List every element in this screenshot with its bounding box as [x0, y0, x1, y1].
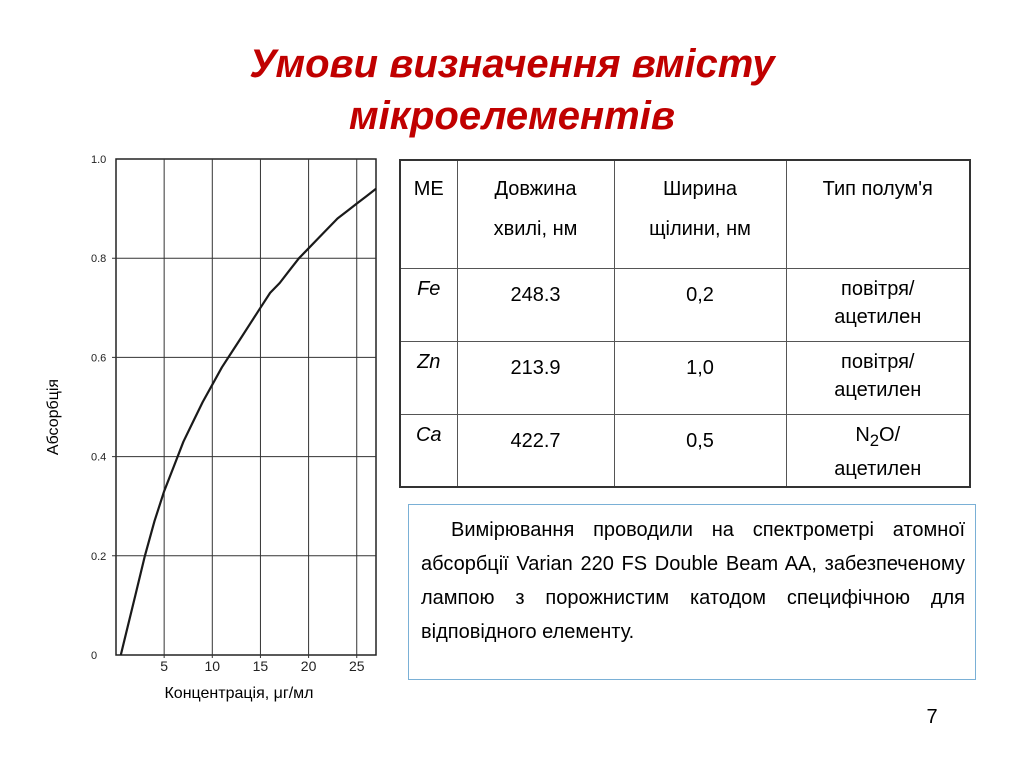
cell-flame: $N_2O/$ ацетилен	[786, 414, 970, 487]
header-flame-type: Тип полум'я	[786, 160, 970, 268]
table-row	[400, 341, 970, 414]
title-line-2: мікроелементів	[348, 94, 675, 138]
cell-slit: 0,5	[614, 414, 786, 487]
table-row	[400, 414, 970, 487]
x-axis-label: Концентрація, μг/мл	[164, 685, 314, 702]
cell-flame: повітря/ ацетилен	[786, 341, 970, 414]
instrument-note: Вимірювання проводили на спектрометрі атомної абсорбції Varian 220 FS Double Beam AA, забезпеченому лампою з порожнистим катодом специфічною для відповідного елементу.	[408, 504, 976, 680]
page-number: 7	[926, 706, 938, 728]
y-tick-label: 0.6	[91, 352, 107, 365]
y-tick-label: 0.8	[91, 253, 107, 266]
x-tick-label: 5	[160, 658, 169, 674]
cell-element: Fe	[400, 268, 457, 341]
x-tick-label: 20	[300, 658, 317, 674]
cell-flame: повітря/ ацетилен	[786, 268, 970, 341]
cell-slit: 1,0	[614, 341, 786, 414]
header-me: МЕ	[400, 160, 457, 268]
header-slit-width: Ширина щілини, нм	[614, 160, 786, 268]
header-wavelength: Довжина хвилі, нм	[457, 160, 614, 268]
cell-element: Ca	[400, 414, 457, 487]
y-tick-label: 0.2	[91, 550, 107, 563]
cell-slit: 0,2	[614, 268, 786, 341]
table-header-row	[400, 160, 970, 268]
x-tick-label: 25	[348, 658, 365, 674]
x-tick-label: 10	[204, 658, 221, 674]
plot-frame	[116, 159, 376, 655]
cell-wavelength: 213.9	[457, 341, 614, 414]
table-row	[400, 268, 970, 341]
absorbance-chart	[0, 0, 400, 720]
y-tick-label: 1.0	[91, 154, 107, 166]
y-axis-label: Абсорбція	[45, 378, 62, 456]
conditions-table	[399, 159, 971, 488]
y-tick-label: 0.4	[91, 451, 107, 464]
cell-wavelength: 422.7	[457, 414, 614, 487]
y-tick-label: 0	[91, 650, 98, 662]
calibration-curve	[121, 189, 376, 655]
title-line-1: Умови визначення вмісту	[249, 42, 775, 86]
cell-element: Zn	[400, 341, 457, 414]
x-tick-label: 15	[252, 658, 269, 674]
cell-wavelength: 248.3	[457, 268, 614, 341]
